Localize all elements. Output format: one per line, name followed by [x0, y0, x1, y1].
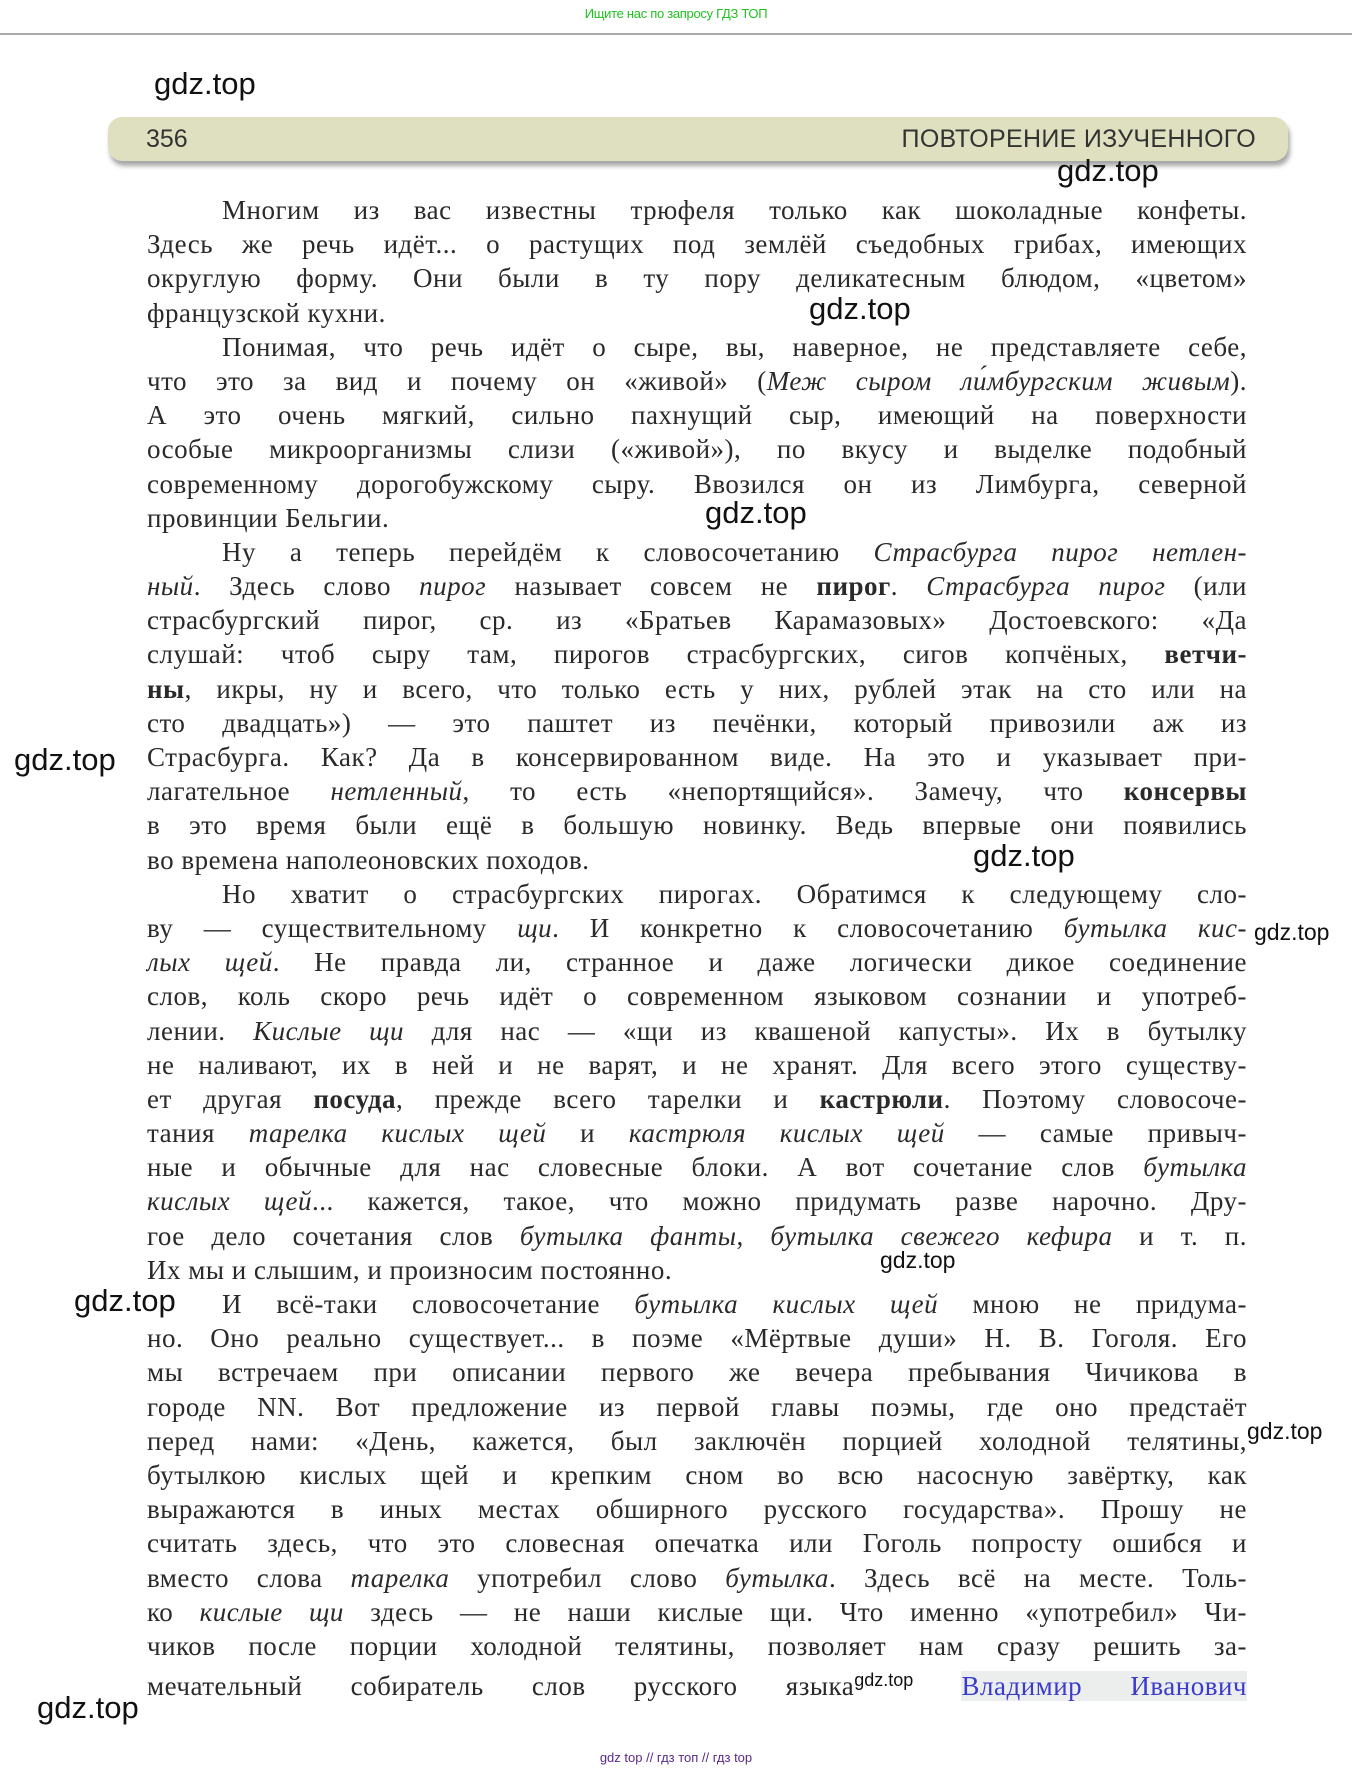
text-line: [147, 1424, 1247, 1458]
text-run: бутылкою кислых щей и крепким сном во всю насосную завёртку, как: [147, 1459, 1247, 1490]
text-run: — самые привыч-: [944, 1118, 1247, 1149]
text-run: мною не придума-: [938, 1289, 1248, 1319]
text-line: [147, 432, 1247, 466]
text-run: [913, 1671, 961, 1701]
text-line: [147, 672, 1247, 706]
text-line: [147, 637, 1247, 671]
text-line: [147, 1150, 1247, 1184]
text-run: провинции Бельгии.: [147, 502, 390, 533]
text-line: [147, 979, 1247, 1013]
text-run: ,: [736, 1220, 771, 1251]
text-run: но. Оно реально существует... в поэме «Мёртвые души» Н. В. Гоголя. Его: [147, 1323, 1247, 1354]
italic-phrase: бутылка фанты: [519, 1220, 737, 1251]
watermark: gdz.top: [154, 66, 256, 101]
text-line: [147, 501, 1247, 535]
text-run: А это очень мягкий, сильно пахнущий сыр, имеющий на поверхности: [147, 400, 1247, 431]
text-line: [147, 467, 1247, 501]
italic-phrase: тарелка: [350, 1562, 450, 1593]
text-run: что это за вид и почему он «живой» (: [147, 365, 767, 396]
italic-phrase: тарелка кислых щей: [248, 1118, 547, 1149]
text-line: [147, 1321, 1247, 1355]
text-run: сто двадцать») — это паштет из печёнки, который привозили аж из: [147, 707, 1247, 738]
text-run: Но хватит о страсбургских пирогах. Обратимся к следующему сло-: [222, 878, 1247, 909]
text-line: [147, 1561, 1247, 1595]
text-run: , икры, ну и всего, что только есть у них, рублей этак на сто или на: [184, 673, 1247, 704]
text-line: [147, 740, 1247, 774]
text-run: во времена наполеоновских походов.: [147, 844, 590, 875]
text-line: [147, 1287, 1247, 1321]
text-run: ).: [1230, 365, 1248, 396]
watermark: gdz.top: [74, 1283, 176, 1318]
text-line: [147, 1629, 1247, 1663]
text-line: [147, 296, 1247, 330]
text-line: [147, 261, 1247, 295]
watermark: gdz.top: [1247, 1418, 1323, 1444]
page-number: 356: [146, 125, 188, 153]
text-line: [147, 603, 1247, 637]
text-run: и т. п.: [1112, 1220, 1248, 1251]
italic-phrase: бутылка кислых щей: [634, 1289, 939, 1319]
watermark: gdz.top: [1057, 153, 1159, 188]
italic-phrase: Страсбурга пирог нетлен-: [873, 536, 1247, 567]
text-run: для нас — «щи из квашеной капусты». Их в бутылку: [404, 1015, 1247, 1046]
text-line: [147, 227, 1247, 261]
watermark: gdz.top: [973, 838, 1075, 873]
text-line: [147, 706, 1247, 740]
text-line: [147, 808, 1247, 842]
text-run: Их мы и слышим, и произносим постоянно.: [147, 1254, 673, 1285]
text-run: и: [546, 1118, 629, 1149]
text-run: французской кухни.: [147, 297, 386, 328]
inline-watermark: gdz.top: [854, 1670, 914, 1691]
watermark: gdz.top: [809, 291, 911, 326]
text-line: [147, 1116, 1247, 1150]
text-line: [147, 1184, 1247, 1218]
text-line: [147, 1014, 1247, 1048]
italic-phrase: кислые щи: [199, 1596, 344, 1627]
text-line: [147, 569, 1247, 603]
italic-phrase: бутылка свежего кефира: [770, 1220, 1113, 1251]
text-run: выражаются в иных местах обширного русского государства». Прошу не: [147, 1494, 1247, 1525]
text-run: здесь — не наши кислые щи. Что именно «употребил» Чи-: [343, 1596, 1247, 1627]
body-text: [147, 193, 1248, 1702]
highlighted-link[interactable]: Владимир Иванович: [961, 1671, 1248, 1702]
text-run: вместо слова: [147, 1562, 351, 1593]
italic-phrase: Страсбурга пирог: [926, 571, 1166, 602]
text-line: [147, 1458, 1247, 1492]
text-line: [147, 774, 1247, 808]
bold-word: ветчи-: [1164, 639, 1247, 670]
text-run: гое дело сочетания слов: [147, 1220, 520, 1251]
text-line: [147, 193, 1247, 227]
bold-word: кастрюли: [819, 1083, 944, 1114]
italic-phrase: Кислые щи: [253, 1015, 405, 1046]
text-run: тания: [147, 1118, 249, 1149]
text-run: считать здесь, что это словесная опечатка или Гоголь попросту ошибся и: [147, 1528, 1247, 1559]
text-line: [147, 1253, 1247, 1287]
italic-phrase: пирог: [419, 571, 487, 602]
watermark: gdz.top: [705, 495, 807, 530]
text-run: ... кажется, такое, что можно придумать разве нарочно. Дру-: [311, 1186, 1247, 1217]
text-line: [147, 1219, 1247, 1253]
text-run: городе NN. Вот предложение из первой главы поэмы, где оно предстаёт: [147, 1391, 1247, 1422]
text-run: в это время были ещё в большую новинку. Ведь впервые они появились: [147, 810, 1247, 841]
text-line: [147, 1082, 1247, 1116]
text-run: . И конкретно к словосочетанию: [552, 912, 1064, 943]
text-run: . Здесь слово: [193, 571, 420, 602]
text-run: лении.: [147, 1015, 254, 1046]
text-run: И всё-таки словосочетание: [222, 1289, 635, 1319]
italic-phrase: бутылка: [1143, 1152, 1247, 1183]
italic-phrase: Меж сыром ли́мбургским живым: [766, 365, 1231, 396]
bold-word: консервы: [1123, 776, 1248, 807]
text-run: мы встречаем при описании первого же вечера пребывания Чичикова в: [147, 1357, 1247, 1388]
italic-phrase: бутылка кис-: [1063, 912, 1247, 943]
text-run: Понимая, что речь идёт о сыре, вы, наверное, не представляете себе,: [222, 331, 1247, 362]
bold-word: пирог: [816, 571, 891, 602]
bold-word: посуда: [313, 1083, 396, 1114]
text-run: (или: [1165, 571, 1247, 602]
text-line: [147, 330, 1247, 364]
italic-phrase: кастрюля кислых щей: [628, 1118, 945, 1149]
text-run: слов, коль скоро речь идёт о современном языковом сознании и употреб-: [147, 981, 1247, 1012]
bold-word: ны: [147, 673, 185, 704]
text-run: перед нами: «День, кажется, был заключён порцией холодной телятины,: [147, 1425, 1247, 1456]
text-line: [147, 1526, 1247, 1560]
top-divider: [0, 33, 1352, 35]
text-run: ные и обычные для нас словесные блоки. А вот сочетание слов: [147, 1152, 1144, 1183]
text-run: . Поэтому словосоче-: [943, 1083, 1247, 1114]
text-line: [147, 843, 1247, 877]
text-line: [147, 535, 1247, 569]
italic-phrase: лых щей: [147, 947, 273, 978]
top-search-note: Ищите нас по запросу ГДЗ ТОП: [584, 6, 768, 21]
text-run: чиков после порции холодной телятины, позволяет нам сразу решить за-: [147, 1630, 1247, 1661]
italic-phrase: кислых щей: [147, 1186, 312, 1217]
watermark: gdz.top: [1254, 919, 1330, 945]
text-run: . Здесь всё на месте. Толь-: [828, 1562, 1248, 1593]
text-run: .: [890, 571, 927, 602]
text-run: не наливают, их в ней и не варят, и не хранят. Для всего этого существу-: [147, 1049, 1247, 1080]
text-line: [147, 1355, 1247, 1389]
text-run: слушай: чтоб сыру там, пирогов страсбургских, сигов копчёных,: [147, 639, 1165, 670]
watermark: gdz.top: [880, 1247, 956, 1273]
text-run: Многим из вас известны трюфеля только как шоколадные конфеты.: [222, 195, 1247, 225]
text-run: называет совсем не: [486, 571, 817, 602]
text-line: [147, 911, 1247, 945]
text-run: лагательное: [147, 776, 331, 807]
text-line: [147, 1663, 1248, 1702]
text-run: особые микроорганизмы слизи («живой»), по вкусу и выделке подобный: [147, 434, 1247, 465]
text-run: страсбургский пирог, ср. из «Братьев Карамазовых» Достоевского: «Да: [147, 605, 1247, 636]
italic-phrase: щи: [517, 912, 553, 943]
text-line: [147, 1048, 1247, 1082]
section-title: ПОВТОРЕНИЕ ИЗУЧЕННОГО: [901, 125, 1256, 153]
text-line: [147, 364, 1247, 398]
text-run: употребил слово: [449, 1562, 726, 1593]
text-run: ет другая: [147, 1083, 314, 1114]
italic-phrase: нетленный: [330, 776, 463, 807]
text-run: , то есть «непортящийся». Замечу, что: [462, 776, 1124, 807]
text-run: современному дорогобужскому сыру. Ввозился он из Лимбурга, северной: [147, 468, 1247, 499]
text-line: [147, 398, 1247, 432]
text-run: округлую форму. Они были в ту пору деликатесным блюдом, «цветом»: [147, 263, 1247, 294]
text-run: ву — существительному: [147, 912, 518, 943]
italic-phrase: ный: [147, 571, 194, 602]
text-run: мечательный собиратель слов русского языка: [147, 1671, 855, 1702]
text-line: [147, 945, 1247, 979]
text-line: [147, 1390, 1247, 1424]
text-line: [147, 1492, 1247, 1526]
text-run: . Не правда ли, странное и даже логически дикое соединение: [272, 947, 1247, 978]
text-run: Ну а теперь перейдём к словосочетанию: [222, 536, 874, 567]
text-run: , прежде всего тарелки и: [396, 1083, 820, 1114]
text-line: [147, 1595, 1247, 1629]
italic-phrase: бутылка: [725, 1562, 829, 1593]
text-run: ко: [147, 1596, 200, 1627]
text-run: Страсбурга. Как? Да в консервированном виде. На это и указывает при-: [147, 742, 1247, 772]
watermark: gdz.top: [37, 1690, 139, 1725]
footer-links: gdz top // гдз топ // гдз top: [599, 1750, 753, 1765]
text-run: Здесь же речь идёт... о растущих под землёй съедобных грибах, имеющих: [147, 229, 1247, 260]
text-line: [147, 877, 1247, 911]
watermark: gdz.top: [14, 742, 116, 777]
